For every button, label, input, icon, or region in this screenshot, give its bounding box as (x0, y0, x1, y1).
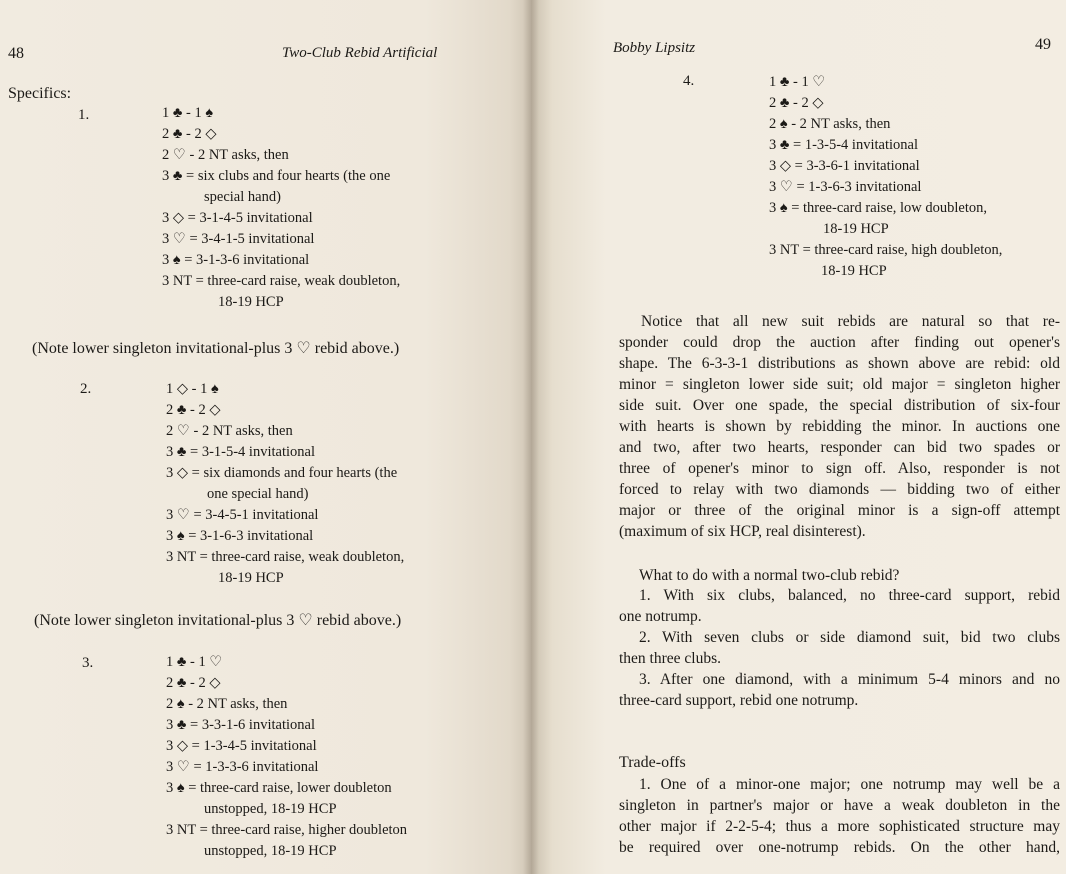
book-gutter (523, 0, 539, 874)
section-number-1: 1. (78, 107, 90, 123)
bid-line: one special hand) (207, 486, 309, 502)
bid-line: 2 ♡ - 2 NT asks, then (166, 423, 293, 439)
running-head-right: Bobby Lipsitz (613, 40, 696, 56)
tradeoffs-line: 1. One of a minor-one major; one notrump may well be a (639, 776, 1060, 793)
note-2: (Note lower singleton invitational-plus 3 ♡ rebid above.) (34, 612, 402, 629)
section-number-2: 2. (80, 381, 92, 397)
bid-line: unstopped, 18-19 HCP (204, 801, 337, 817)
answer-line: 2. With seven clubs or side diamond suit, bid two clubs (639, 629, 1060, 646)
answer-line: three-card support, rebid one notrump. (619, 692, 859, 709)
tradeoffs-title: Trade-offs (619, 754, 686, 771)
answer-line: one notrump. (619, 608, 702, 625)
specifics-title: Specifics: (8, 85, 72, 102)
section-number-4: 4. (683, 73, 695, 89)
bid-line: 3 ◇ = 3-1-4-5 invitational (162, 210, 313, 226)
bid-line: 3 ♡ = 3-4-5-1 invitational (166, 507, 319, 523)
paragraph-line: sponder could drop the auction after finding out opener's (619, 334, 1060, 351)
bid-line: 18-19 HCP (821, 263, 887, 279)
bid-line: unstopped, 18-19 HCP (204, 843, 337, 859)
bid-line: 3 ♣ = six clubs and four hearts (the one (162, 168, 391, 184)
paragraph-line: major or three of the original minor is a sign-off attempt (619, 502, 1060, 519)
tradeoffs-line: other major if 2-2-5-4; thus a more sophisticated structure may (619, 818, 1060, 835)
paragraph-line: three of opener's minor to sign off. Also, responder is not (619, 460, 1060, 477)
bid-line: special hand) (204, 189, 281, 205)
paragraph-line: shape. The 6-3-3-1 distributions as shown above are rebid: old (619, 355, 1060, 372)
bid-line: 3 ♠ = 3-1-6-3 invitational (166, 528, 314, 544)
paragraph-line: with hearts is shown by rebidding the minor. In auctions one (619, 418, 1060, 435)
bid-line: 2 ♠ - 2 NT asks, then (769, 116, 891, 132)
running-head-left: Two-Club Rebid Artificial (282, 45, 438, 61)
answer-line: then three clubs. (619, 650, 722, 667)
bid-line: 2 ♣ - 2 ◇ (769, 95, 824, 111)
bid-line: 3 ◇ = 3-3-6-1 invitational (769, 158, 920, 174)
bid-line: 3 ♠ = 3-1-3-6 invitational (162, 252, 310, 268)
answer-line: 1. With six clubs, balanced, no three-card support, rebid (639, 587, 1060, 604)
bid-line: 3 ♡ = 3-4-1-5 invitational (162, 231, 315, 247)
right-page (531, 0, 1066, 874)
bid-line: 3 ◇ = six diamonds and four hearts (the (166, 465, 398, 481)
paragraph-line: (maximum of six HCP, real disinterest). (619, 523, 866, 540)
bid-line: 3 ♠ = three-card raise, low doubleton, (769, 200, 988, 216)
bid-line: 1 ◇ - 1 ♠ (166, 381, 219, 397)
bid-line: 2 ♡ - 2 NT asks, then (162, 147, 289, 163)
question-line: What to do with a normal two-club rebid? (639, 567, 900, 584)
paragraph-line: Notice that all new suit rebids are natural so that re- (641, 313, 1060, 330)
bid-line: 1 ♣ - 1 ♡ (166, 654, 223, 670)
bid-line: 3 ♣ = 3-3-1-6 invitational (166, 717, 315, 733)
paragraph-line: and two, after two hearts, responder can bid two spades or (619, 439, 1060, 456)
left-page (0, 0, 531, 874)
note-1: (Note lower singleton invitational-plus 3 ♡ rebid above.) (32, 340, 400, 357)
tradeoffs-line: be required over one-notrump rebids. On the other hand, (619, 839, 1060, 856)
bid-line: 18-19 HCP (823, 221, 889, 237)
answer-line: 3. After one diamond, with a minimum 5-4 minors and no (639, 671, 1060, 688)
bid-line: 18-19 HCP (218, 570, 284, 586)
page-number-left: 48 (8, 45, 24, 62)
bid-line: 3 ♡ = 1-3-3-6 invitational (166, 759, 319, 775)
bid-line: 3 NT = three-card raise, weak doubleton, (162, 273, 401, 289)
bid-line: 3 ♠ = three-card raise, lower doubleton (166, 780, 392, 796)
bid-line: 2 ♣ - 2 ◇ (162, 126, 217, 142)
bid-line: 1 ♣ - 1 ♡ (769, 74, 826, 90)
bid-line: 2 ♣ - 2 ◇ (166, 675, 221, 691)
bid-line: 2 ♣ - 2 ◇ (166, 402, 221, 418)
bid-line: 3 ♣ = 1-3-5-4 invitational (769, 137, 918, 153)
section-number-3: 3. (82, 655, 94, 671)
paragraph-line: forced to relay with two diamonds — bidding two of either (619, 481, 1060, 498)
bid-line: 1 ♣ - 1 ♠ (162, 105, 214, 121)
bid-line: 3 ♡ = 1-3-6-3 invitational (769, 179, 922, 195)
tradeoffs-line: singleton in partner's major or have a weak doubleton in the (619, 797, 1060, 814)
bid-line: 3 NT = three-card raise, higher doubleton (166, 822, 408, 838)
bid-line: 3 NT = three-card raise, high doubleton, (769, 242, 1003, 258)
bid-line: 3 ◇ = 1-3-4-5 invitational (166, 738, 317, 754)
paragraph-line: side suit. Over one spade, the special distribution of six-four (619, 397, 1060, 414)
bid-line: 18-19 HCP (218, 294, 284, 310)
bid-line: 3 NT = three-card raise, weak doubleton, (166, 549, 405, 565)
page-number-right: 49 (1035, 36, 1051, 53)
bid-line: 2 ♠ - 2 NT asks, then (166, 696, 288, 712)
paragraph-line: minor = singleton lower side suit; old major = singleton higher (619, 376, 1060, 393)
bid-line: 3 ♣ = 3-1-5-4 invitational (166, 444, 315, 460)
